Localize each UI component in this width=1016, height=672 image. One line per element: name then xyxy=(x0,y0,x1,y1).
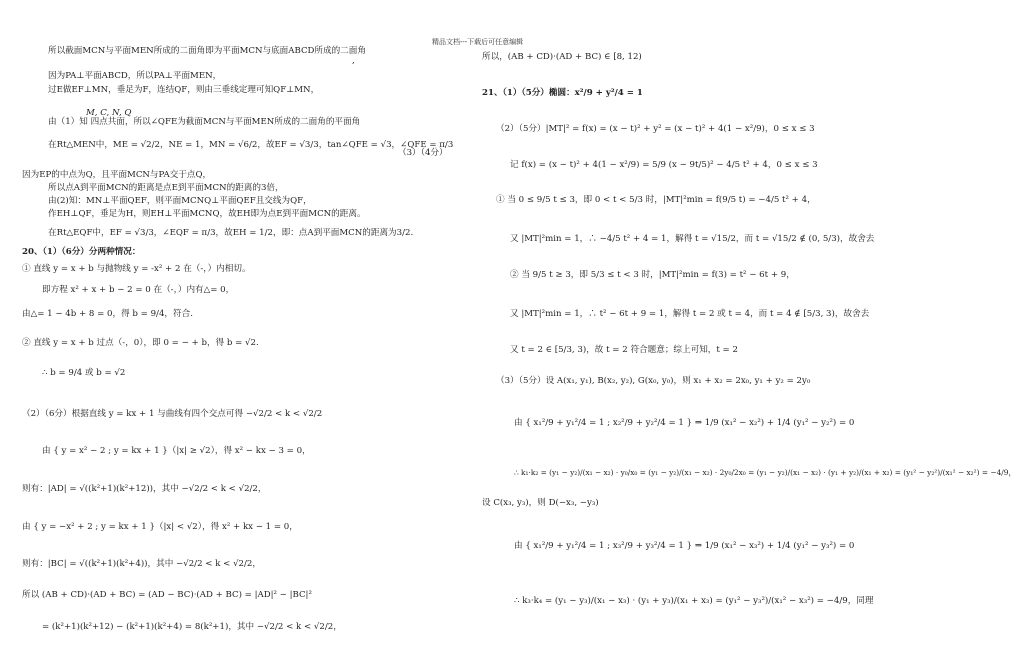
text-line: 由 { y = x² − 2 ; y = kx + 1 }（|x| ≥ √2），得 x² − kx − 3 = 0， xyxy=(42,446,311,456)
text-line: （3）（5分）设 A(x₁, y₁), B(x₂, y₂), G(x₀, y₀)，则 x₁ + x₂ = 2x₀, y₁ + y₂ = 2y₀ xyxy=(496,376,811,386)
text-line: 因为EP的中点为Q，且平面MCN与PA交于点Q， xyxy=(22,170,212,180)
text-line: 又 |MT|²min = 1，∴ −4/5 t² + 4 = 1，解得 t = √15/2，而 t = √15/2 ∉ (0, 5/3)，故舍去 xyxy=(510,234,875,244)
text-line: = (k²+1)(k²+12) − (k²+1)(k²+4) = 8(k²+1)，其中 −√2/2 < k < √2/2， xyxy=(42,622,342,632)
text-line: ∴ k₃·k₄ = (y₁ − y₃)/(x₁ − x₃) · (y₁ + y₃)/(x₁ + x₃) = (y₁² − y₃²)/(x₁² − x₃²) = −4/9，同理 xyxy=(514,596,874,606)
text-line: 在Rt△MEN中，ME = √2/2，NE = 1，MN = √6/2，故EF = √3/3，tan∠QFE = √3，∠QFE = π/3 xyxy=(48,140,454,150)
text-line: 过E做EF⊥MN，垂足为F，连结QF，则由三垂线定理可知QF⊥MN， xyxy=(48,85,320,95)
text-line: 由（1）知 四点共面，所以∠QFE为截面MCN与平面MEN所成的二面角的平面角 xyxy=(48,117,361,127)
text-line: 即方程 x² + x + b − 2 = 0 在（-，）内有△= 0， xyxy=(42,285,235,295)
text-line: 由(2)知：MN⊥平面QEF，则平面MCNQ⊥平面QEF且交线为QF， xyxy=(48,196,312,206)
text-line: ∴ b = 9/4 或 b = √2 xyxy=(42,368,126,378)
text-line: 则有：|BC| = √((k²+1)(k²+4))，其中 −√2/2 < k < √2/2， xyxy=(22,559,261,569)
text-line: （2）（5分）|MT|² = f(x) = (x − t)² + y² = (x − t)² + 4(1 − x²/9)，0 ≤ x ≤ 3 xyxy=(496,124,815,134)
text-line: 在Rt△EQF中，EF = √3/3，∠EQF = π/3，故EH = 1/2，即：点A到平面MCN的距离为3/2. xyxy=(48,228,414,238)
question-heading: 21、（1）（5分）椭圆：x²/9 + y²/4 = 1 xyxy=(482,88,643,98)
text-line: ∴ k₁·k₂ = (y₁ − y₂)/(x₁ − x₂) · y₀/x₀ = (y₁ − y₂)/(x₁ − x₂) · 2y₀/2x₀ = (y₁ − y₂)/(x₁ − x₂) · (y₁ + y₂)/(x₁ + x₂) = (y₁² − y₂²)/(x₁² − x₂²) = −4/9， xyxy=(514,468,1016,477)
text-line: 则有：|AD| = √((k²+1)(k²+12))，其中 −√2/2 < k < √2/2， xyxy=(22,484,267,494)
text-line: 所以 (AB + CD)·(AD + BC) = (AD − BC)·(AD + BC) = |AD|² − |BC|² xyxy=(22,590,312,600)
text-line: 由 { x₁²/9 + y₁²/4 = 1 ; x₃²/9 + y₃²/4 = 1 } ⇒ 1/9 (x₁² − x₃²) + 1/4 (y₁² − y₃²) = 0 xyxy=(514,541,855,551)
text-line: ② 当 9/5 t ≥ 3，即 5/3 ≤ t < 3 时，|MT|²min = f(3) = t² − 6t + 9， xyxy=(510,270,795,280)
text-line: 设 C(x₃, y₃)，则 D(−x₃, −y₃) xyxy=(482,498,599,508)
text-line: 又 t = 2 ∈ [5/3, 3)，故 t = 2 符合题意；综上可知，t = 2 xyxy=(510,345,738,355)
page-header: 精品文档---下载后可任意编辑 xyxy=(432,38,524,46)
text-line: 作EH⊥QF，垂足为H，则EH⊥平面MCNQ，故EH即为点E到平面MCN的距离。 xyxy=(48,209,366,219)
text-line: 所以，(AB + CD)·(AD + BC) ∈ [8, 12) xyxy=(482,52,642,62)
text-line: 又 |MT|²min = 1，∴ t² − 6t + 9 = 1，解得 t = 2 或 t = 4，而 t = 4 ∉ [5/3, 3)，故舍去 xyxy=(510,309,870,319)
text-line: 由 { y = −x² + 2 ; y = kx + 1 }（|x| < √2），得 x² + kx − 1 = 0， xyxy=(22,522,298,532)
text-line: 由△= 1 − 4b + 8 = 0，得 b = 9/4，符合. xyxy=(22,309,193,319)
text-line: 所以截面MCN与平面MEN所成的二面角即为平面MCN与底面ABCD所成的二面角 xyxy=(48,46,366,56)
text-line: （3）（4分） xyxy=(398,148,448,158)
text-line: 因为PA⊥平面ABCD，所以PA⊥平面MEN， xyxy=(48,71,222,81)
text-line: ② 直线 y = x + b 过点（-，0），即 0 = − + b，得 b = √2. xyxy=(22,338,259,348)
text-line: 记 f(x) = (x − t)² + 4(1 − x²/9) = 5/9 (x − 9t/5)² − 4/5 t² + 4，0 ≤ x ≤ 3 xyxy=(510,160,818,170)
text-line: 所以点A到平面MCN的距离是点E到平面MCN的距离的3倍， xyxy=(48,183,284,193)
text-line: M, C, N, Q xyxy=(86,108,132,118)
text-line: , xyxy=(352,56,355,66)
text-line: （2）（6分）根据直线 y = kx + 1 与曲线有四个交点可得 −√2/2 < k < √2/2 xyxy=(22,409,323,419)
text-line: ① 当 0 ≤ 9/5 t ≤ 3，即 0 < t < 5/3 时，|MT|²min = f(9/5 t) = −4/5 t² + 4， xyxy=(496,195,816,205)
question-heading: 20、（1）（6分）分两种情况： xyxy=(22,247,141,257)
text-line: ① 直线 y = x + b 与抛物线 y = -x² + 2 在（-，）内相切。 xyxy=(22,264,251,274)
text-line: 由 { x₁²/9 + y₁²/4 = 1 ; x₂²/9 + y₂²/4 = 1 } ⇒ 1/9 (x₁² − x₂²) + 1/4 (y₁² − y₂²) = 0 xyxy=(514,418,855,428)
